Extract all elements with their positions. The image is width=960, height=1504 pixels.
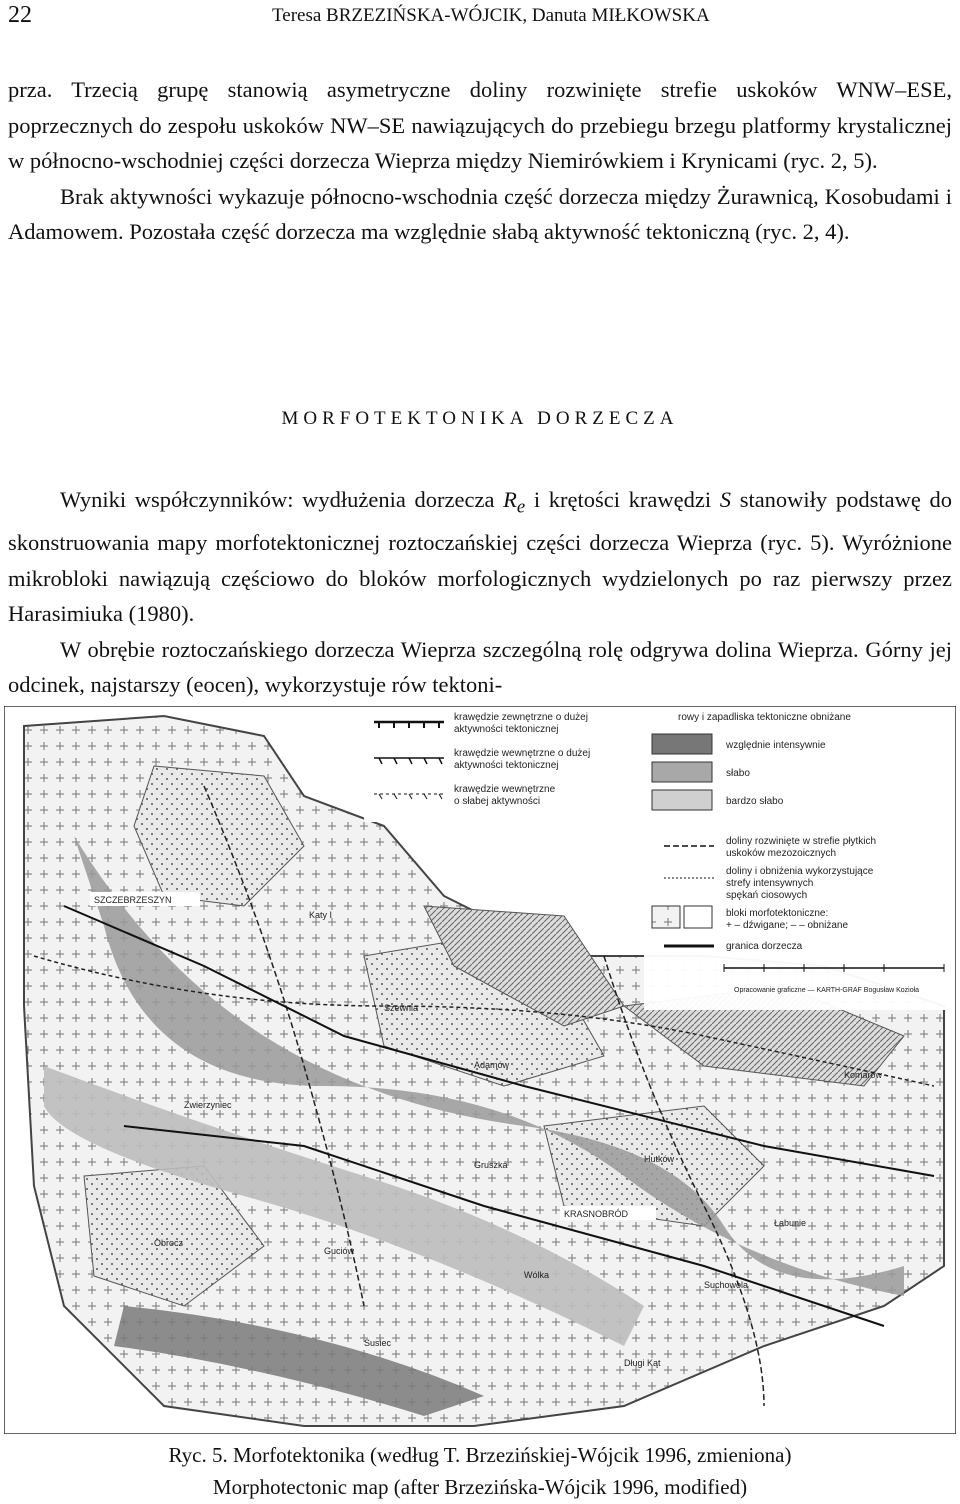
legend-left-3-line2: o słabej aktywności xyxy=(454,796,541,807)
place-label-wolka: Wólka xyxy=(524,1270,550,1280)
paragraph-4: W obrębie roztoczańskiego dorzecza Wieprza szczególną rolę odgrywa dolina Wieprza. Górny jej odcinek, najstarszy (eocen), wykorzystuje rów tektoni- xyxy=(8,636,952,697)
place-label-katy: Katy I xyxy=(309,910,333,920)
para3-after-r: i krętości krawędzi xyxy=(525,487,720,512)
place-label-suchowola: Suchowola xyxy=(704,1280,749,1290)
legend-valleys-line2: uskoków mezozoicznych xyxy=(726,848,837,859)
place-label-gruszka: Gruszka xyxy=(474,1160,508,1170)
morphotectonic-map xyxy=(4,706,956,1434)
legend-left-1-line1: krawędzie zewnętrzne o dużej xyxy=(454,712,588,723)
legend-right-3: bardzo słabo xyxy=(726,796,784,807)
legend-credit: Opracowanie graficzne — KARTH-GRAF Bogusław Kozioła xyxy=(734,987,920,994)
place-label-labunie: Łabunie xyxy=(774,1218,807,1228)
figure-caption-polish: Ryc. 5. Morfotektonika (według T. Brzezińskiej-Wójcik 1996, zmieniona) xyxy=(168,1443,792,1467)
running-head: Teresa BRZEZIŃSKA-WÓJCIK, Danuta MIŁKOWSKA xyxy=(272,5,710,26)
legend-blocks-line1: bloki morfotektoniczne: xyxy=(726,908,829,919)
place-label-susiec: Susiec xyxy=(364,1338,392,1348)
place-label-obrocz: Obrocz xyxy=(154,1238,184,1248)
legend-depressions-line3: spękań ciosowych xyxy=(726,890,808,901)
legend-left-2-line1: krawędzie wewnętrzne o dużej xyxy=(454,748,591,759)
place-label-szewnia: Szewnia xyxy=(384,1003,419,1013)
place-label-adamow: Adamów xyxy=(474,1060,510,1070)
place-label-komarow: Komarów xyxy=(844,1070,883,1080)
legend-left xyxy=(364,710,639,822)
legend-right xyxy=(644,710,950,1010)
coefficient-s: S xyxy=(719,487,732,512)
body-text-top xyxy=(8,72,952,250)
body-text-middle xyxy=(8,482,952,703)
place-label-krasnobrod: KRASNOBRÓD xyxy=(564,1209,629,1219)
legend-boundary: granica dorzecza xyxy=(726,941,803,952)
legend-right-1: względnie intensywnie xyxy=(726,740,826,751)
legend-depressions-line1: doliny i obniżenia wykorzystujące xyxy=(726,866,874,877)
place-label-zwierzyniec: Zwierzyniec xyxy=(184,1100,232,1110)
paragraph-1: prza. Trzecią grupę stanowią asymetryczne doliny rozwinięte strefie uskoków WNW–ESE, poprzecznych do zespołu uskoków NW–SE nawiązujących do przebiegu brzegu platformy krystalicznej w północno-wschodniej części dorzecza Wieprza między Niemirówkiem i Krynicami (ryc. 2, 5). xyxy=(8,77,952,173)
legend-blocks-line2: + – dźwigane; – – obniżane xyxy=(726,920,849,931)
para3-before-r: Wyniki współczynników: wydłużenia dorzecza xyxy=(60,487,504,512)
place-label-guciow: Guciów xyxy=(324,1246,355,1256)
legend-left-3-line1: krawędzie wewnętrzne xyxy=(454,784,556,795)
page-number: 22 xyxy=(8,2,32,28)
figure-caption-english: Morphotectonic map (after Brzezińska-Wójcik 1996, modified) xyxy=(212,1475,748,1499)
place-label-szczebrzeszyn: SZCZEBRZESZYN xyxy=(94,895,172,905)
legend-depressions-line2: strefy intensywnych xyxy=(726,878,814,889)
place-label-dlugi-kat: Długi Kąt xyxy=(624,1358,661,1368)
page-header xyxy=(8,0,952,38)
legend-valleys-line1: doliny rozwinięte w strefie płytkich xyxy=(726,836,877,847)
legend-right-2: słabo xyxy=(726,768,750,779)
section-title: MORFOTEKTONIKA DORZECZA xyxy=(281,408,679,429)
paragraph-2: Brak aktywności wykazuje północno-wschodnia część dorzecza między Żurawnicą, Kosobudami i Adamowem. Pozostała część dorzecza ma względnie słabą aktywność tektoniczną (ryc. 2, 4). xyxy=(8,183,952,244)
legend-left-1-line2: aktywności tektonicznej xyxy=(454,724,559,735)
coefficient-r-subscript: e xyxy=(516,496,526,518)
paragraph-3 xyxy=(8,482,952,632)
legend-right-title: rowy i zapadliska tektoniczne obniżane xyxy=(678,712,851,723)
coefficient-r: R xyxy=(503,487,517,512)
para3-after-s: stanowiły podstawę do skonstruowania mapy morfotektonicznej roztoczańskiej części dorzecza Wieprza (ryc. 5). Wyróżnione mikrobloki nawiązują częściowo do bloków morfologicznych wydzielonych po raz pierwszy przez Harasimiuka (1980). xyxy=(8,487,952,626)
morphotectonic-map-figure xyxy=(4,706,956,1434)
legend-left-2-line2: aktywności tektonicznej xyxy=(454,760,559,771)
place-label-hutkow: Hutków xyxy=(644,1154,675,1164)
